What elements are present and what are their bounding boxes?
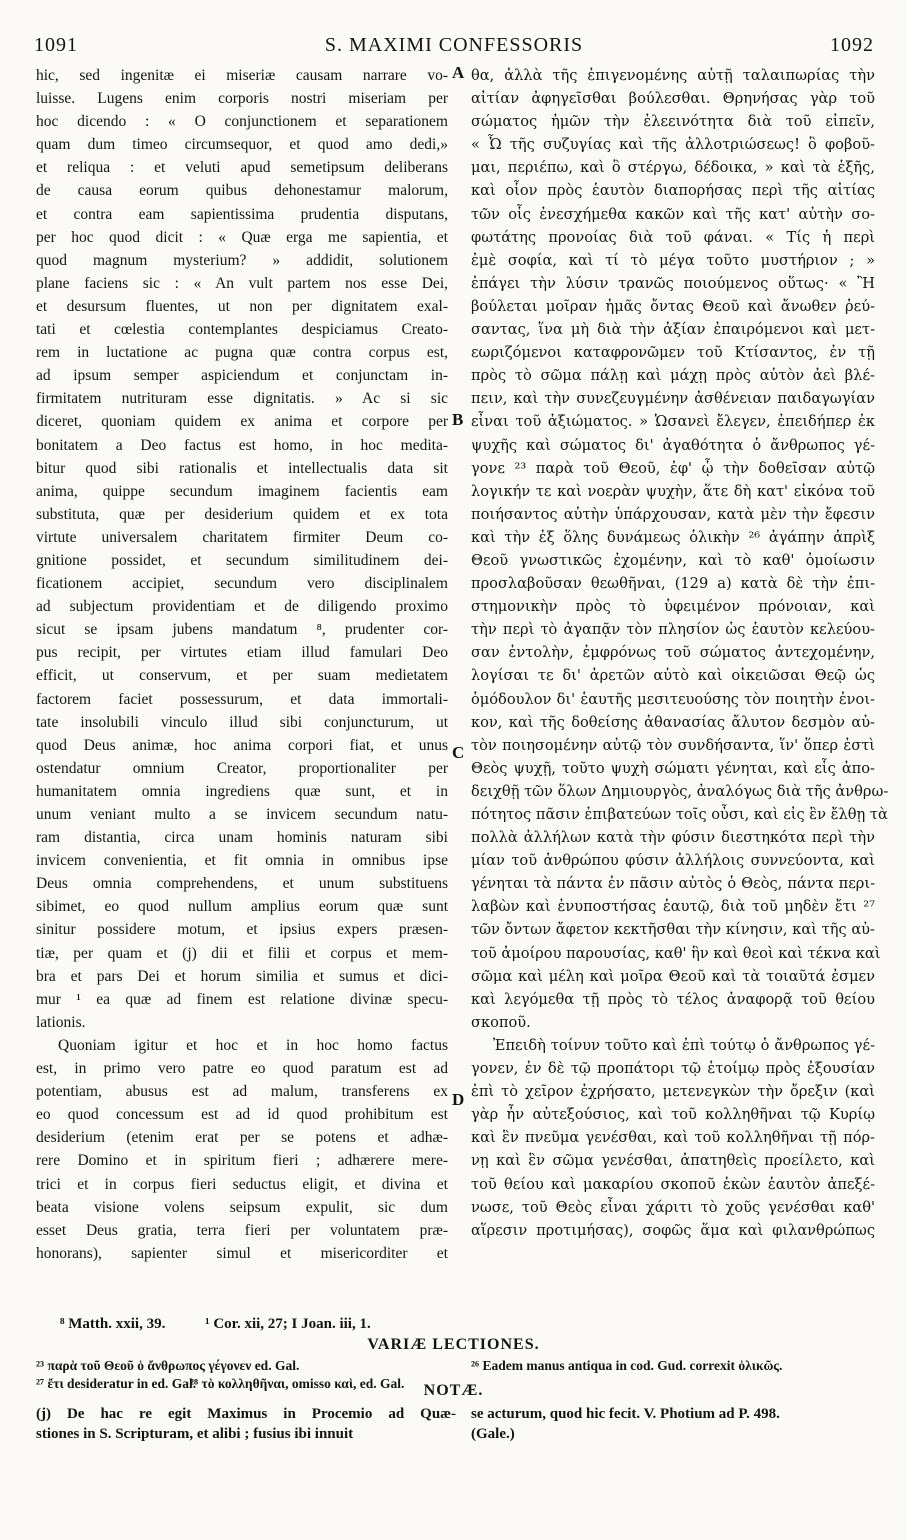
latin-text-line: ram distantia, circa unam hominis naturam sibi	[36, 829, 448, 847]
latin-text-line: est, in primo vero patre eo quod paratum est ad	[36, 1060, 448, 1078]
notae-title: NOTÆ.	[423, 1382, 484, 1399]
greek-text-line: λογικήν τε καὶ νοερὰν ψυχὴν, ἅτε δὴ κατ' εἰκόνα τοῦ	[471, 482, 875, 500]
right-page-number: 1092	[830, 34, 874, 56]
greek-text-line: προσλαβοῦσαν θεωθῆναι, (129 a) κατὰ δὲ τὴν ἐπι-	[471, 575, 875, 593]
latin-text-line: lationis.	[36, 1013, 86, 1031]
latin-text-line: bonitatem a Deo factus est homo, in hoc medita-	[36, 436, 448, 454]
greek-text-line: σαντας, ἵνα μὴ διὰ τὴν ἀξίαν ἐπαιρόμενοι καὶ μετ-	[471, 321, 875, 339]
latin-text-line: rem in luctatione ac pugna quæ contra corpus est,	[36, 344, 448, 362]
greek-text-line: νῃ καὶ ἓν σῶμα γενέσθαι, ἀπατηθεὶς προείλετο, καὶ	[471, 1152, 875, 1170]
left-page-number: 1091	[34, 34, 78, 56]
greek-text-line: τῶν οἷς ἐνεσχήμεθα κακῶν καὶ τῆς κατ' αὐτὴν σο-	[471, 205, 875, 223]
greek-text-line: καὶ τὴν ἐξ ὅλης δυνάμεως ὁλικὴν ²⁶ ἀγάπην ἀπρὶξ	[471, 528, 875, 546]
greek-text-line: τοῦ ἀμοίρου παρουσίας, καθ' ἣν καὶ θεοὶ καὶ τέκνα καὶ	[471, 944, 881, 962]
latin-text-line: bitur quod sibi rationalis et intellectualis data sit	[36, 459, 448, 477]
latin-text-line: factorem faciet possessurum, et data immortali-	[36, 690, 448, 708]
latin-text-line: trici et in corpus fieri seductus eligit, et divina et	[36, 1175, 448, 1193]
latin-column	[36, 64, 448, 1265]
greek-text-line: πότητος πᾶσιν ἐπιβατεύων τοῖς οὖσι, καὶ εἰς ἓν ἔλθῃ τὰ	[471, 806, 888, 823]
latin-text-line: per hoc quod dicit : « Quæ erga me sapientia, et	[36, 228, 448, 246]
greek-text-line: ἐμὲ σοφία, καὶ τί τὸ μέγα τοῦτο μυστήριον ; »	[471, 251, 875, 269]
latin-text-line: pus recipit, per virtutes etiam illud famulari Deo	[36, 644, 448, 662]
greek-text-line: τῶν ὄντων ἄφετον κεκτῆσθαι τὴν κίνησιν, καὶ τῆς αὐ-	[471, 921, 875, 939]
greek-text-line: τὸν ποιησομένην αὐτῷ τὸν συνδήσαντα, ἵν' ὅπερ ἐστὶ	[471, 736, 875, 754]
latin-text-line: bra et pars Dei et horum similia et sumus et dici-	[36, 967, 448, 985]
greek-text-line: τοῦ θείου καὶ μακαρίου σκοποῦ ἑκὼν ἑαυτὸν ἀπεξέ-	[471, 1175, 875, 1193]
margin-letter-c: C	[452, 743, 465, 762]
latin-text-line: Deus omnia comprehendens, et unum substituens	[36, 875, 448, 893]
footnote-left: ⁸ Matth. xxii, 39.	[60, 1316, 166, 1332]
variant-26: ²⁶ Eadem manus antiqua in cod. Gud. correxit ὁλικῶς.	[471, 1358, 783, 1373]
greek-text-line: σκοποῦ.	[471, 1013, 531, 1031]
latin-text-line: et reliqua : et veluti apud semetipsum deliberans	[36, 159, 448, 177]
latin-text-line: ostendatur omnium Creator, proportionaliter per	[36, 759, 448, 777]
greek-column	[471, 64, 889, 1242]
greek-text-line: καὶ οἷον πρὸς ἑαυτὸν διαπορήσας περὶ τῆς αἰτίας	[471, 182, 875, 200]
greek-text-line: ποιήσαντος αὐτὴν ὑπάρχουσαν, κατὰ μὲν τὴν ἔφεσιν	[471, 505, 875, 523]
variant-28: ²⁸ τὸ κολληθῆναι, omisso καὶ, ed. Gal.	[190, 1376, 405, 1391]
page-title: S. MAXIMI CONFESSORIS	[324, 34, 584, 56]
greek-text-line: Ἐπειδὴ τοίνυν τοῦτο καὶ ἐπὶ τούτῳ ὁ ἄνθρωπος γέ-	[493, 1036, 875, 1054]
greek-text-line: γονεν, ἐν δὲ τῷ προπάτορι τῷ ἑτοίμῳ πρὸς ἐξουσίαν	[471, 1060, 875, 1078]
latin-text-line: mur ¹ ea quæ ad finem est relatione divinæ specu-	[36, 990, 448, 1008]
footnotes	[60, 1316, 900, 1333]
greek-text-line: ἐπάγει τὴν λύσιν τρανῶς ποιούμενος οὕτως· « Ἢ	[471, 274, 875, 292]
margin-letter-a: A	[452, 63, 465, 82]
latin-text-line: de causa eorum quibus dehonestamur malorum,	[36, 182, 448, 200]
latin-text-line: desiderium (etenim erat per se potens et adhæ-	[36, 1129, 448, 1147]
latin-text-line: humanitatem omnia ingrediens quæ sunt, et in	[36, 782, 448, 800]
greek-text-line: κον, καὶ τῆς δοθείσης ἀθανασίας ἄλυτον δεσμὸν αὐ-	[471, 713, 875, 731]
latin-text-line: eo quod concessum est ad id quod prohibitum est	[36, 1106, 448, 1124]
greek-text-line: σώματος ἡμῶν τὴν ἐλεεινότητα διὰ τοῦ εἰπεῖν,	[471, 113, 875, 131]
greek-text-line: πειν, καὶ τὴν συνεζευγμένην ἀσθένειαν παιδαγωγίαν	[471, 390, 875, 408]
note-left-line: stiones in S. Scripturam, et alibi ; fusius ibi innuit	[36, 1426, 354, 1442]
latin-text-line: virtute universalem charitatem firmiter Deum co-	[36, 528, 448, 546]
latin-text-line: firmitatem nutrituram esse dignitatis. » Ac si sic	[36, 390, 448, 408]
greek-text-line: βούλεται μοῖραν ἡμᾶς ὄντας Θεοῦ καὶ ἄνωθεν ῥεύ-	[471, 297, 875, 315]
greek-text-line: φωτάτης προνοίας διὰ τοῦ φάναι. « Τίς ἡ περὶ	[471, 228, 875, 246]
latin-text-line: anima, quippe secundum imaginem facientis eam	[36, 482, 448, 500]
latin-text-line: diceret, quoniam quidem ex anima et corpore per	[36, 413, 448, 431]
latin-text-line: substituta, quæ per desiderium quidem et ex tota	[36, 505, 448, 523]
note-left-line: (j) De hac re egit Maximus in Procemio ad Quæ-	[36, 1406, 456, 1422]
latin-text-line: hoc dicendo : « O conjunctionem et separationem	[36, 113, 448, 131]
greek-text-line: μίαν τοῦ ἀνθρώπου φύσιν ἀλλήλοις συννεύοντα, καὶ	[471, 852, 875, 870]
latin-text-line: esset Deus gratia, terra fieri per voluntatem præ-	[36, 1221, 448, 1239]
greek-text-line: σαν ἐντολὴν, ἐμφρόνως τοῦ σώματος ἀντεχομένην,	[471, 644, 875, 662]
latin-text-line: tiæ, per quam et (j) dii et filii et corpus et mem-	[36, 944, 448, 962]
footnote-right: ¹ Cor. xii, 27; I Joan. iii, 1.	[205, 1316, 371, 1332]
greek-text-line: Θεοῦ γνωστικῶς ἐχομένην, καὶ τὸ καθ' ὁμοίωσιν	[471, 551, 875, 569]
latin-text-line: sicut se ipsam jubens mandatum ⁸, prudenter cor-	[36, 621, 448, 639]
greek-text-line: Θεὸς ψυχῇ, τοῦτο ψυχὴ σώματι γένηται, καὶ εἷς ἀπο-	[471, 759, 875, 777]
variant-27: ²⁷ ἔτι desideratur in ed. Gal.	[36, 1376, 197, 1391]
greek-text-line: στημονικὴν πρὸς τὸ ὑφειμένον πρόνοιαν, καὶ	[471, 598, 875, 616]
note-right	[471, 1404, 875, 1444]
latin-text-line: beata visione volens seipsum expulit, sic dum	[36, 1198, 448, 1216]
note-left	[36, 1404, 456, 1444]
latin-text-line: tate insolubili vinculo illud sibi conjuncturum, ut	[36, 713, 448, 731]
latin-text-line: sibimet, eo quod nullum amplius eorum quæ sunt	[36, 898, 448, 916]
margin-letter-b: B	[452, 410, 464, 429]
margin-letter-d: D	[452, 1090, 465, 1109]
latin-text-line: ficationem accipiet, secundum vero disciplinalem	[36, 575, 448, 593]
latin-text-line: et contra eam sapientissima prudentia disputans,	[36, 205, 448, 223]
greek-text-line: τὴν περὶ τὸ ἀγαπᾷν τὸν πλησίον ὡς ἑαυτὸν κελεύου-	[471, 621, 875, 639]
latin-text-line: luisse. Lugens enim corporis nostri miseriam per	[36, 90, 448, 108]
note-right-line: (Gale.)	[471, 1426, 515, 1442]
greek-text-line: πρὸς τὸ σῶμα πάλῃ καὶ μάχῃ πρὸς αὐτὸν ἀεὶ βλέ-	[471, 367, 875, 385]
greek-text-line: εωριζόμενοι καταφρονῶμεν τοῦ Κτίσαντος, ἐν τῇ	[471, 344, 875, 362]
greek-text-line: εἶναι τοῦ ἀξιώματος. » Ὡσανεὶ ἔλεγεν, ἐπειδήπερ ἐκ	[471, 413, 875, 431]
greek-text-line: μαι, περιέπω, καὶ ὃ στέργω, δέδοικα, » καὶ τὰ ἑξῆς,	[471, 159, 875, 177]
greek-text-line: γὰρ ἦν αὐτεξούσιος, καὶ τοῦ κολληθῆναι τῷ Κυρίῳ	[471, 1106, 875, 1124]
greek-text-line: λογίσαι τε δι' ἀρετῶν αὐτὸ καὶ οἰκειῶσαι Θεῷ ὡς	[471, 667, 875, 685]
greek-text-line: ὁμόδουλον δι' ἑαυτῆς μεσιτευούσης τὸν ποιητὴν ἐνοι-	[471, 690, 875, 708]
latin-text-line: gnitione possidet, et secundum similitudinem dei-	[36, 551, 448, 569]
greek-text-line: πολλὰ ἀλλήλων κατὰ τὴν φύσιν διεστηκότα περὶ τὴν	[471, 829, 875, 847]
latin-text-line: efficit, ut conservum, et per suam medietatem	[36, 667, 448, 685]
variant-23: ²³ παρὰ τοῦ Θεοῦ ὁ ἄνθρωπος γέγονεν ed. Gal.	[36, 1358, 300, 1373]
greek-text-line: θα, ἀλλὰ τῆς ἐπιγενομένης αὐτῇ ταλαιπωρίας τὴν	[471, 67, 875, 84]
greek-text-line: ψυχῆς καὶ σώματος δι' ἀγαθότητα ὁ ἄνθρωπος γέ-	[471, 436, 875, 454]
greek-text-line: λαβὼν καὶ ἐνυποστήσας ἑαυτῷ, διὰ τοῦ μηδὲν ἔτι ²⁷	[471, 898, 875, 916]
greek-text-line: γονε ²³ παρὰ τοῦ Θεοῦ, ἐφ' ᾧ τὴν δοθεῖσαν αὐτῷ	[471, 459, 875, 477]
greek-text-line: καὶ λεγόμεθα τῇ πρὸς τὸ τέλος ἀναφορᾷ τοῦ θείου	[471, 990, 875, 1008]
latin-text-line: rere Domino et in spiritum fieri ; adhærere mere-	[36, 1152, 448, 1170]
latin-text-line: et desursum fluentes, ut non per dignitatem exal-	[36, 297, 448, 315]
greek-text-line: ἐπὶ τὸ χεῖρον ἐχρήσατο, μετενεγκὼν τὴν ὄρεξιν (καὶ	[471, 1083, 875, 1101]
greek-text-line: γένηται τὰ πάντα ἐν πᾶσιν αὐτὸς ὁ Θεὸς, πάντα περι-	[471, 875, 875, 893]
note-right-line: se acturum, quod hic fecit. V. Photium ad P. 498.	[471, 1406, 780, 1422]
latin-text-line: ad subjectum providentiam et de diligendo proximo	[36, 598, 448, 616]
latin-text-line: invicem convenientia, et fit omnia in omnibus ipse	[36, 852, 448, 870]
latin-text-line: honorans), sapienter simul et misericorditer et	[36, 1244, 448, 1262]
greek-text-line: νωσε, τοῦ Θεὸς εἶναι χάριτι τὸ χοῦς γενέσθαι καθ'	[471, 1198, 875, 1216]
greek-text-line: δειχθῇ τῶν ὅλων Δημιουργὸς, ἀναλόγως διὰ τῆς ἀνθρω-	[471, 782, 889, 800]
greek-text-line: καὶ ἓν πνεῦμα γενέσθαι, καὶ τοῦ κολληθῆναι τῇ πόρ-	[471, 1129, 875, 1147]
latin-text-line: quam dum timeo circumsequor, et quod amo dedi,»	[36, 136, 448, 154]
latin-text-line: unum veniant multo a se invicem secundum natu-	[36, 806, 448, 823]
latin-text-line: plane faciens sic : « An vult partem nos esse Dei,	[36, 274, 448, 292]
greek-text-line: αἵρεσιν προτιμήσας), σοφῶς ἅμα καὶ φιλανθρώπως	[471, 1221, 875, 1239]
greek-text-line: σῶμα καὶ μέλη καὶ μοῖρα Θεοῦ καὶ τὰ τοιαῦτά ἐσμεν	[471, 967, 875, 985]
latin-text-line: potentiam, abusus est ad malum, transferens ex	[36, 1083, 448, 1101]
latin-text-line: Quoniam igitur et hoc et in hoc homo factus	[58, 1036, 448, 1054]
latin-text-line: quod Deus animæ, hoc anima corpori fiat, et unus	[36, 736, 448, 754]
variae-lectiones-title: VARIÆ LECTIONES.	[367, 1336, 540, 1353]
latin-text-line: sinitur possidere motum, et ipsius expers præsen-	[36, 921, 448, 939]
latin-text-line: ad ipsum semper aspiciendum et conjunctam in-	[36, 367, 448, 385]
greek-text-line: αἰτίαν ἀφηγεῖσθαι βούλεσθαι. Θρηνήσας γὰρ τοῦ	[471, 90, 875, 108]
running-header	[34, 34, 874, 64]
greek-text-line: « Ὦ τῆς συζυγίας καὶ τῆς ἀλλοτριώσεως! ὃ φοβοῦ-	[471, 136, 875, 154]
latin-text-line: hic, sed ingenitæ ei miseriæ causam narrare vo-	[36, 67, 448, 84]
latin-text-line: tati et cœlestia contemplantes despiciamus Creato-	[36, 321, 448, 339]
latin-text-line: quod magnum mysterium? » addidit, solutionem	[36, 251, 448, 269]
